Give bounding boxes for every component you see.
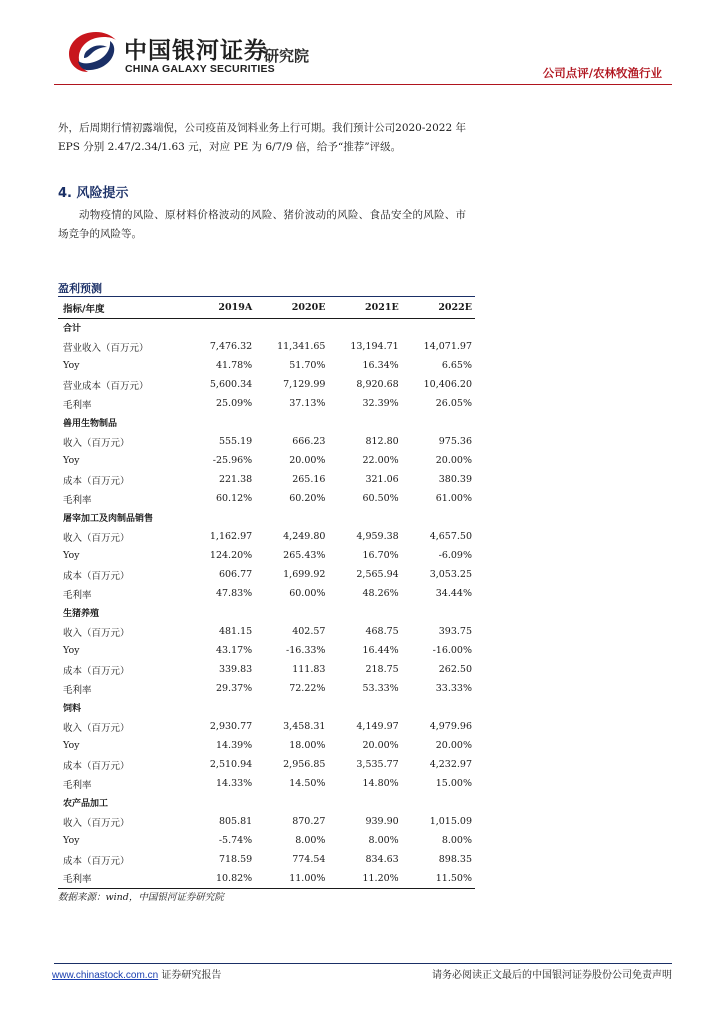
value-cell: 16.44% (362, 645, 399, 656)
value-cell: 29.37% (215, 683, 253, 694)
value-cell: 16.70% (362, 550, 399, 561)
row-label: 毛利率 (63, 494, 92, 506)
company-logo (66, 30, 326, 80)
row-label: 营业成本（百万元） (63, 380, 149, 392)
value-cell: 339.83 (218, 664, 253, 675)
value-cell: 1,699.92 (283, 569, 326, 580)
value-cell (402, 698, 475, 717)
value-cell: 1,015.09 (429, 816, 472, 827)
row-label: 成本（百万元） (63, 570, 130, 582)
data-source-note: 数据来源：wind，中国银河证券研究院 (58, 892, 224, 903)
table-header-row (58, 298, 475, 318)
value-cell: 774.54 (292, 854, 326, 865)
value-cell: 51.70% (289, 360, 326, 371)
table-row (58, 432, 475, 451)
value-cell: 898.35 (438, 854, 472, 865)
value-cell: 555.19 (218, 436, 253, 447)
table-body (58, 318, 475, 888)
value-cell: 2,565.94 (356, 569, 399, 580)
value-cell: 20.00% (435, 740, 472, 751)
logo-department: 研究院 (264, 47, 310, 65)
section-title-risk: 4. 风险提示 (58, 186, 129, 201)
table-title: 盈利预测 (58, 282, 102, 295)
value-cell (190, 603, 255, 622)
value-cell: 26.05% (435, 398, 472, 409)
row-label: Yoy (63, 835, 80, 846)
value-cell: 2,930.77 (209, 721, 253, 732)
table-row (58, 337, 475, 356)
row-label: 饲料 (63, 704, 82, 714)
value-cell: 5,600.34 (209, 379, 253, 390)
value-cell: 20.00% (362, 740, 399, 751)
value-cell: 11.00% (255, 869, 328, 888)
value-cell: 11.50% (402, 869, 475, 888)
table-group-row (58, 603, 475, 622)
header-cell: 2019A (190, 298, 255, 318)
value-cell: 265.16 (292, 474, 326, 485)
value-cell: 60.00% (289, 588, 326, 599)
value-cell: 16.34% (362, 360, 399, 371)
value-cell: -6.09% (438, 550, 472, 561)
value-cell (190, 793, 255, 812)
row-label: 屠宰加工及肉制品销售 (63, 514, 154, 524)
value-cell: 60.20% (289, 493, 326, 504)
value-cell (402, 413, 475, 432)
value-cell (402, 793, 475, 812)
value-cell: 834.63 (365, 854, 399, 865)
table-row (58, 831, 475, 850)
table-group-row (58, 508, 475, 527)
value-cell: 4,149.97 (356, 721, 399, 732)
value-cell (402, 603, 475, 622)
value-cell: 2,510.94 (209, 759, 253, 770)
value-cell: 3,053.25 (429, 569, 472, 580)
value-cell: 22.00% (362, 455, 399, 466)
value-cell (190, 413, 255, 432)
value-cell: 718.59 (218, 854, 253, 865)
row-label: Yoy (63, 360, 80, 371)
logo-chinese-name: 中国银河证券 (124, 38, 268, 64)
table-row (58, 451, 475, 470)
value-cell: 72.22% (289, 683, 326, 694)
table-row (58, 470, 475, 489)
value-cell: 15.00% (435, 778, 472, 789)
table-title-divider (58, 296, 475, 297)
row-label: 收入（百万元） (63, 817, 130, 829)
value-cell: 33.33% (435, 683, 472, 694)
header-cell: 指标/年度 (58, 298, 190, 318)
footer-left (52, 966, 221, 981)
value-cell: 402.57 (292, 626, 326, 637)
value-cell: 3,458.31 (283, 721, 326, 732)
table-row (58, 489, 475, 508)
website-link[interactable]: www.chinastock.com.cn (52, 970, 159, 981)
table-row (58, 679, 475, 698)
row-label: Yoy (63, 550, 80, 561)
header-cell: 2021E (328, 298, 401, 318)
value-cell (328, 508, 401, 527)
value-cell: 265.43% (283, 550, 326, 561)
galaxy-logo-icon (66, 30, 118, 74)
row-label: 兽用生物制品 (63, 419, 118, 429)
value-cell: 870.27 (292, 816, 326, 827)
value-cell: 48.26% (362, 588, 399, 599)
value-cell: 20.00% (289, 455, 326, 466)
table-group-row (58, 793, 475, 812)
value-cell: 8.00% (441, 835, 472, 846)
value-cell: 221.38 (218, 474, 253, 485)
value-cell (328, 793, 401, 812)
table-row (58, 869, 475, 888)
row-label: 毛利率 (63, 684, 92, 696)
value-cell (328, 603, 401, 622)
table-row (58, 622, 475, 641)
value-cell: 4,959.38 (356, 531, 399, 542)
value-cell: 468.75 (365, 626, 399, 637)
value-cell: 13,194.71 (350, 341, 399, 352)
value-cell (402, 508, 475, 527)
row-label: 成本（百万元） (63, 855, 130, 867)
value-cell: 60.12% (215, 493, 253, 504)
header-divider (54, 84, 672, 85)
value-cell (190, 698, 255, 717)
value-cell: 47.83% (215, 588, 253, 599)
value-cell: 43.17% (215, 645, 253, 656)
value-cell: -5.74% (218, 835, 253, 846)
paragraph-risk: 动物疫情的风险、原材料价格波动的风险、猪价波动的风险、食品安全的风险、市场竞争的风险等。 (58, 209, 466, 240)
table-row (58, 584, 475, 603)
value-cell: -16.33% (286, 645, 326, 656)
row-label: 成本（百万元） (63, 475, 130, 487)
row-label: 生猪养殖 (63, 609, 100, 619)
table-row (58, 527, 475, 546)
value-cell: 8,920.68 (356, 379, 399, 390)
value-cell: 812.80 (365, 436, 399, 447)
value-cell (190, 508, 255, 527)
forecast-table (58, 298, 475, 889)
value-cell: 321.06 (365, 474, 399, 485)
value-cell: 111.83 (292, 664, 326, 675)
value-cell: 34.44% (435, 588, 472, 599)
table-row (58, 850, 475, 869)
table-row (58, 736, 475, 755)
value-cell: 53.33% (362, 683, 399, 694)
row-label: Yoy (63, 645, 80, 656)
value-cell: 4,249.80 (283, 531, 326, 542)
paragraph-conclusion: 外，后周期行情初露端倪，公司疫苗及饲料业务上行可期。我们预计公司2020-2022 年 EPS 分别 2.47/2.34/1.63 元，对应 PE 为 6/7/9 倍，给予“推荐”评级。 (58, 122, 466, 153)
row-label: 收入（百万元） (63, 437, 130, 449)
value-cell: 4,232.97 (429, 759, 472, 770)
value-cell: 124.20% (209, 550, 253, 561)
value-cell: 7,476.32 (209, 341, 253, 352)
footer-disclaimer: 请务必阅读正文最后的中国银河证券股份公司免责声明 (432, 970, 672, 981)
value-cell: 218.75 (365, 664, 399, 675)
table-row (58, 717, 475, 736)
value-cell: -16.00% (432, 645, 472, 656)
value-cell: 8.00% (295, 835, 326, 846)
row-label: 收入（百万元） (63, 532, 130, 544)
table-row (58, 565, 475, 584)
value-cell (255, 508, 328, 527)
value-cell: 11.20% (328, 869, 401, 888)
value-cell (328, 413, 401, 432)
value-cell: 14.80% (362, 778, 399, 789)
value-cell: 481.15 (218, 626, 253, 637)
value-cell: 60.50% (362, 493, 399, 504)
value-cell: 939.90 (365, 816, 399, 827)
value-cell: 7,129.99 (283, 379, 326, 390)
value-cell: 3,535.77 (356, 759, 399, 770)
row-label: 毛利率 (58, 869, 190, 888)
value-cell: 61.00% (435, 493, 472, 504)
table-row (58, 546, 475, 565)
value-cell: 262.50 (438, 664, 472, 675)
value-cell: 11,341.65 (277, 341, 326, 352)
table-row (58, 755, 475, 774)
row-label: 农产品加工 (63, 799, 109, 809)
value-cell: 41.78% (215, 360, 253, 371)
value-cell (255, 413, 328, 432)
row-label: 毛利率 (63, 399, 92, 411)
value-cell: 1,162.97 (209, 531, 253, 542)
value-cell (328, 318, 401, 337)
value-cell: 14,071.97 (423, 341, 472, 352)
value-cell: 975.36 (438, 436, 472, 447)
row-label: 成本（百万元） (63, 665, 130, 677)
value-cell: 14.39% (215, 740, 253, 751)
footer-left-text: 证券研究报告 (158, 970, 222, 981)
value-cell (255, 793, 328, 812)
value-cell: 6.65% (441, 360, 472, 371)
row-label: Yoy (63, 455, 80, 466)
value-cell: 4,979.96 (429, 721, 472, 732)
table-group-row (58, 413, 475, 432)
value-cell: 10.82% (190, 869, 255, 888)
table-row (58, 641, 475, 660)
table-row (58, 356, 475, 375)
value-cell: -25.96% (212, 455, 253, 466)
value-cell: 25.09% (215, 398, 253, 409)
table-row (58, 774, 475, 793)
value-cell: 380.39 (438, 474, 472, 485)
value-cell: 393.75 (438, 626, 472, 637)
header-cell: 2022E (402, 298, 475, 318)
row-label: 营业收入（百万元） (63, 342, 149, 354)
row-label: 成本（百万元） (63, 760, 130, 772)
row-label: 合计 (63, 324, 82, 335)
value-cell: 14.33% (215, 778, 253, 789)
table-group-row (58, 698, 475, 717)
row-label: 毛利率 (63, 779, 92, 791)
table-row (58, 812, 475, 831)
table-row (58, 394, 475, 413)
value-cell: 37.13% (289, 398, 326, 409)
table-row (58, 660, 475, 679)
value-cell: 14.50% (289, 778, 326, 789)
report-type: 公司点评/农林牧渔行业 (542, 66, 662, 80)
row-label: 毛利率 (63, 589, 92, 601)
value-cell (255, 603, 328, 622)
row-label: Yoy (63, 740, 80, 751)
header-cell: 2020E (255, 298, 328, 318)
value-cell (255, 318, 328, 337)
value-cell (328, 698, 401, 717)
logo-english-name: CHINA GALAXY SECURITIES (125, 63, 275, 75)
value-cell: 666.23 (292, 436, 326, 447)
value-cell: 2,956.85 (283, 759, 326, 770)
table-group-row (58, 318, 475, 337)
value-cell: 18.00% (289, 740, 326, 751)
value-cell: 10,406.20 (423, 379, 472, 390)
row-label: 收入（百万元） (63, 722, 130, 734)
value-cell (402, 318, 475, 337)
value-cell (255, 698, 328, 717)
row-label: 收入（百万元） (63, 627, 130, 639)
value-cell: 606.77 (218, 569, 253, 580)
table-row (58, 375, 475, 394)
value-cell: 32.39% (362, 398, 399, 409)
value-cell: 20.00% (435, 455, 472, 466)
value-cell: 8.00% (368, 835, 399, 846)
value-cell (190, 318, 255, 337)
value-cell: 4,657.50 (429, 531, 472, 542)
value-cell: 805.81 (218, 816, 253, 827)
footer-divider (54, 963, 672, 964)
